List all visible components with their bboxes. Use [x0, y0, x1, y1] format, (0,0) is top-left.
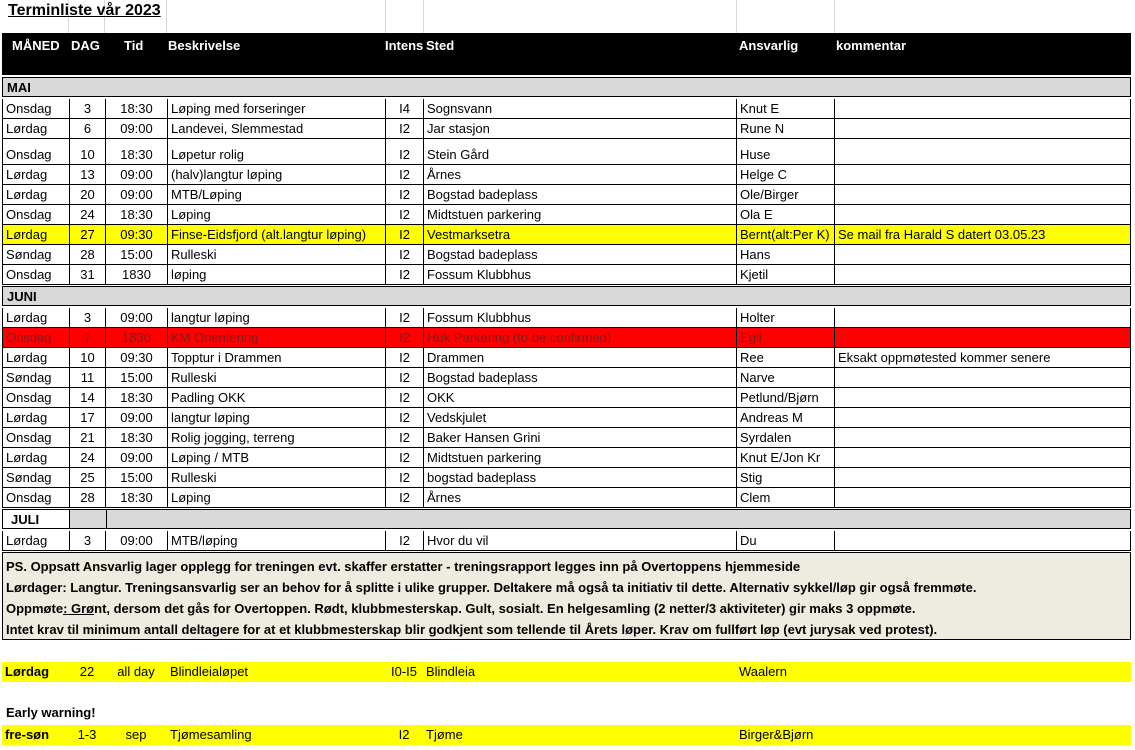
section-mai: MAI [2, 77, 1131, 97]
cell-kommentar [835, 165, 1130, 184]
cell-kommentar [835, 119, 1130, 138]
cell-int: I2 [386, 448, 424, 467]
cell-num: 28 [70, 488, 106, 507]
cell-desc: MTB/Løping [168, 185, 386, 204]
cell-time: 09:00 [106, 531, 168, 550]
header-intensitet: Intens [385, 38, 423, 53]
cell-num: 10 [70, 348, 106, 367]
table-row[interactable] [2, 225, 1131, 245]
cell-kommentar: Se mail fra Harald S datert 03.05.23 [838, 227, 1046, 242]
cell-sted: Vedskjulet [424, 408, 737, 427]
table-row[interactable] [2, 368, 1131, 388]
note-line: PS. Oppsatt Ansvarlig lager opplegg for treningen evt. skaffer erstatter - treningsrapport legges inn på Overtoppens hjemmeside [6, 559, 801, 574]
cell-ans: Birger&Bjørn [739, 727, 814, 742]
cell-desc: MTB/løping [168, 531, 386, 550]
cell-kommentar [835, 531, 1130, 550]
cell-num: 24 [70, 448, 106, 467]
section-juli-bar [106, 510, 1130, 528]
grid-line [166, 0, 167, 33]
cell-desc: Landevei, Slemmestad [168, 119, 386, 138]
cell-int: I2 [386, 428, 424, 447]
cell-day: Lørdag [3, 308, 70, 327]
cell-desc: Løping [168, 205, 386, 224]
cell-ans: Bernt(alt:Per K) [737, 225, 835, 244]
cell-num: 6 [70, 119, 106, 138]
cell-num: 22 [79, 664, 95, 679]
cell-day: Søndag [3, 468, 70, 487]
cell-int: I2 [386, 185, 424, 204]
cell-sted: Midtstuen parkering [424, 205, 737, 224]
header-maaned: MÅNED [12, 38, 60, 53]
cell-day: Søndag [3, 245, 70, 264]
cell-kommentar [835, 388, 1130, 407]
cell-int: I2 [386, 205, 424, 224]
table-row[interactable] [2, 531, 1131, 551]
header-dag: DAG [71, 38, 100, 53]
cell-day: Lørdag [5, 664, 50, 679]
table-row[interactable] [2, 348, 1131, 368]
note-line: Lørdager: Langtur. Treningsansvarlig ser an behov for å splitte i ulike grupper. Deltakere må også ta initiativ til dette. Alternativ sykkel/løp gir også fremmøte. [6, 580, 977, 595]
cell-ans: Knut E/Jon Kr [737, 448, 835, 467]
cell-day: Lørdag [3, 408, 70, 427]
table-row[interactable] [2, 265, 1131, 285]
cell-ans: Stig [737, 468, 835, 487]
cell-day: Lørdag [3, 225, 70, 244]
cell-num: 28 [70, 245, 106, 264]
cell-int: I2 [398, 727, 410, 742]
extra-event-row[interactable] [2, 662, 1131, 682]
cell-day: Lørdag [3, 185, 70, 204]
cell-ans: Egil [737, 328, 835, 347]
cell-ans: Ree [737, 348, 835, 367]
cell-num: 3 [70, 531, 106, 550]
cell-ans: Kjetil [737, 265, 835, 284]
cell-time: 18:30 [106, 388, 168, 407]
cell-int: I2 [386, 165, 424, 184]
note-text: Oppmøte [6, 601, 64, 616]
cell-desc: Tjømesamling [170, 727, 252, 742]
cell-day: Lørdag [3, 531, 70, 550]
grid-line [385, 0, 386, 33]
cell-ans: Knut E [737, 99, 835, 118]
cell-time: 09:30 [106, 225, 168, 244]
cell-time: all day [117, 664, 155, 679]
cell-ans: Holter [737, 308, 835, 327]
cell-num: 1-3 [77, 727, 97, 742]
cell-kommentar [835, 139, 1130, 164]
cell-int: I2 [386, 119, 424, 138]
cell-time: 18:30 [106, 488, 168, 507]
cell-kommentar [835, 468, 1130, 487]
cell-desc: Rulleski [168, 368, 386, 387]
cell-sted: Blindleia [426, 664, 476, 679]
cell-int: I2 [386, 408, 424, 427]
cell-num: 31 [70, 265, 106, 284]
cell-sted: Bogstad badeplass [424, 185, 737, 204]
cell-sted: Hvor du vil [424, 531, 737, 550]
cell-kommentar [835, 245, 1130, 264]
cell-ans: Ole/Birger [737, 185, 835, 204]
cell-kommentar [835, 185, 1130, 204]
cell-desc: Løpetur rolig [168, 139, 386, 164]
cell-time: 09:00 [106, 165, 168, 184]
cell-time: 09:00 [106, 185, 168, 204]
cell-desc: Blindleialøpet [170, 664, 249, 679]
cell-num: 10 [70, 139, 106, 164]
cell-sted: Bogstad badeplass [424, 245, 737, 264]
cell-desc: langtur løping [168, 408, 386, 427]
cell-int: I2 [386, 139, 424, 164]
cell-time: 18:30 [106, 139, 168, 164]
cell-day: Onsdag [3, 328, 70, 347]
cell-num: 3 [70, 308, 106, 327]
cell-desc: (halv)langtur løping [168, 165, 386, 184]
cell-time: 18:30 [106, 99, 168, 118]
cell-int: I2 [386, 225, 424, 244]
note-text-underlined: : Grø [63, 601, 95, 616]
header-ansvarlig: Ansvarlig [739, 38, 799, 53]
cell-time: 1830 [106, 265, 168, 284]
cell-sted: Huk Parkering (to be confirmed) [424, 328, 737, 347]
cell-ans: Huse [737, 139, 835, 164]
cell-ans: Waalern [739, 664, 787, 679]
cell-day: Onsdag [3, 139, 70, 164]
cell-num: 7 [70, 328, 106, 347]
cell-sted: Vestmarksetra [424, 225, 737, 244]
cell-ans: Ola E [737, 205, 835, 224]
cell-int: I2 [386, 265, 424, 284]
cell-time: 09:00 [106, 308, 168, 327]
cell-kommentar [835, 265, 1130, 284]
cell-int: I2 [386, 245, 424, 264]
cell-num: 24 [70, 205, 106, 224]
section-juli-shade [70, 510, 106, 528]
table-row[interactable] [2, 308, 1131, 328]
cell-num: 21 [70, 428, 106, 447]
cell-ans: Petlund/Bjørn [737, 388, 835, 407]
cell-day: Lørdag [3, 165, 70, 184]
cell-desc: Løping / MTB [168, 448, 386, 467]
cell-sted: Sognsvann [424, 99, 737, 118]
table-row[interactable] [2, 139, 1131, 165]
grid-line [423, 0, 424, 33]
cell-sted: Tjøme [426, 727, 463, 742]
note-text: nt, dersom det gås for Overtoppen. Rødt, klubbmesterskap. Gult, sosialt. En helgesamling (2 netter/3 aktiviteter) gir maks 3 oppmøte. [94, 601, 916, 616]
cell-desc: Rulleski [168, 468, 386, 487]
cell-kommentar [835, 488, 1130, 507]
cell-day: Onsdag [3, 205, 70, 224]
header-kommentar: kommentar [836, 38, 907, 53]
table-row[interactable] [2, 488, 1131, 508]
cell-time: 09:00 [106, 119, 168, 138]
table-row[interactable] [2, 205, 1131, 225]
cell-time: sep [125, 727, 147, 742]
cell-time: 18:30 [106, 428, 168, 447]
cell-int: I2 [386, 348, 424, 367]
table-row[interactable] [2, 99, 1131, 119]
table-row[interactable] [2, 165, 1131, 185]
cell-ans: Du [737, 531, 835, 550]
cell-kommentar [835, 308, 1130, 327]
cell-time: 15:00 [106, 368, 168, 387]
cell-num: 17 [70, 408, 106, 427]
table-row[interactable] [2, 328, 1131, 348]
cell-sted: Stein Gård [424, 139, 737, 164]
cell-desc: Finse-Eidsfjord (alt.langtur løping) [168, 225, 386, 244]
cell-sted: OKK [424, 388, 737, 407]
cell-kommentar [835, 368, 1130, 387]
table-row[interactable] [2, 428, 1131, 448]
early-event-row[interactable] [2, 725, 1131, 745]
cell-sted: Jar stasjon [424, 119, 737, 138]
cell-kommentar [835, 205, 1130, 224]
cell-day: Lørdag [3, 448, 70, 467]
cell-sted: Drammen [424, 348, 737, 367]
cell-kommentar [835, 99, 1130, 118]
early-warning-label: Early warning! [6, 705, 96, 720]
page-title: Terminliste vår 2023 [8, 2, 161, 19]
cell-desc: Løping [168, 488, 386, 507]
table-row[interactable] [2, 245, 1131, 265]
cell-int: I2 [386, 328, 424, 347]
cell-ans: Helge C [737, 165, 835, 184]
cell-ans: Rune N [737, 119, 835, 138]
header-sted: Sted [426, 38, 455, 53]
cell-num: 25 [70, 468, 106, 487]
cell-time: 09:00 [106, 408, 168, 427]
cell-int: I0-I5 [390, 664, 417, 679]
cell-num: 27 [70, 225, 106, 244]
cell-int: I2 [386, 531, 424, 550]
cell-day: fre-søn [5, 727, 50, 742]
note-line: Intet krav til minimum antall deltagere for at et klubbmesterskap blir godkjent som tellende til Årets løper. Krav om fullført løp (evt jurysak ved protest). [6, 622, 938, 637]
cell-desc: Padling OKK [168, 388, 386, 407]
cell-ans: Andreas M [737, 408, 835, 427]
cell-ans: Hans [737, 245, 835, 264]
cell-kommentar [835, 428, 1130, 447]
table-row[interactable] [2, 448, 1131, 468]
cell-time: 1830 [106, 328, 168, 347]
cell-int: I2 [386, 468, 424, 487]
table-row[interactable] [2, 185, 1131, 205]
header-beskrivelse: Beskrivelse [168, 38, 241, 53]
cell-num: 14 [70, 388, 106, 407]
cell-kommentar [835, 328, 1130, 347]
section-juli-label: JULI [3, 510, 70, 528]
cell-desc: langtur løping [168, 308, 386, 327]
table-header [2, 33, 1131, 75]
cell-desc: Løping med forseringer [168, 99, 386, 118]
cell-ans: Clem [737, 488, 835, 507]
cell-kommentar [835, 408, 1130, 427]
cell-day: Onsdag [3, 99, 70, 118]
cell-sted: Bogstad badeplass [424, 368, 737, 387]
cell-sted: Fossum Klubbhus [424, 265, 737, 284]
cell-day: Onsdag [3, 388, 70, 407]
cell-sted: Baker Hansen Grini [424, 428, 737, 447]
cell-sted: Årnes [424, 165, 737, 184]
cell-kommentar: Eksakt oppmøtested kommer senere [838, 350, 1051, 365]
cell-time: 09:00 [106, 448, 168, 467]
cell-num: 3 [70, 99, 106, 118]
table-row[interactable] [2, 408, 1131, 428]
cell-day: Onsdag [3, 428, 70, 447]
section-juni: JUNI [2, 286, 1131, 306]
cell-time: 15:00 [106, 245, 168, 264]
cell-int: I2 [386, 388, 424, 407]
cell-num: 13 [70, 165, 106, 184]
cell-time: 15:00 [106, 468, 168, 487]
cell-desc: Rulleski [168, 245, 386, 264]
cell-sted: Årnes [424, 488, 737, 507]
header-tid: Tid [124, 38, 144, 53]
cell-time: 09:30 [106, 348, 168, 367]
table-row[interactable] [2, 119, 1131, 139]
cell-day: Onsdag [3, 265, 70, 284]
cell-desc: Topptur i Drammen [168, 348, 386, 367]
cell-kommentar [835, 448, 1130, 467]
grid-line [834, 0, 835, 33]
section-juli [2, 509, 1131, 529]
notes-box [2, 552, 1131, 640]
cell-ans: Syrdalen [737, 428, 835, 447]
cell-int: I2 [386, 308, 424, 327]
cell-day: Lørdag [3, 119, 70, 138]
table-row[interactable] [2, 388, 1131, 408]
grid-line [736, 0, 737, 33]
cell-num: 20 [70, 185, 106, 204]
cell-int: I2 [386, 488, 424, 507]
cell-day: Onsdag [3, 488, 70, 507]
cell-num: 11 [70, 368, 106, 387]
cell-ans: Narve [737, 368, 835, 387]
cell-desc: løping [168, 265, 386, 284]
cell-time: 18:30 [106, 205, 168, 224]
cell-day: Lørdag [3, 348, 70, 367]
cell-sted: Fossum Klubbhus [424, 308, 737, 327]
cell-desc: Rolig jogging, terreng [168, 428, 386, 447]
table-row[interactable] [2, 468, 1131, 488]
cell-day: Søndag [3, 368, 70, 387]
cell-int: I4 [386, 99, 424, 118]
cell-sted: Midtstuen parkering [424, 448, 737, 467]
note-line [6, 598, 1127, 619]
cell-int: I2 [386, 368, 424, 387]
cell-sted: bogstad badeplass [424, 468, 737, 487]
cell-desc: KM Orientering [168, 328, 386, 347]
